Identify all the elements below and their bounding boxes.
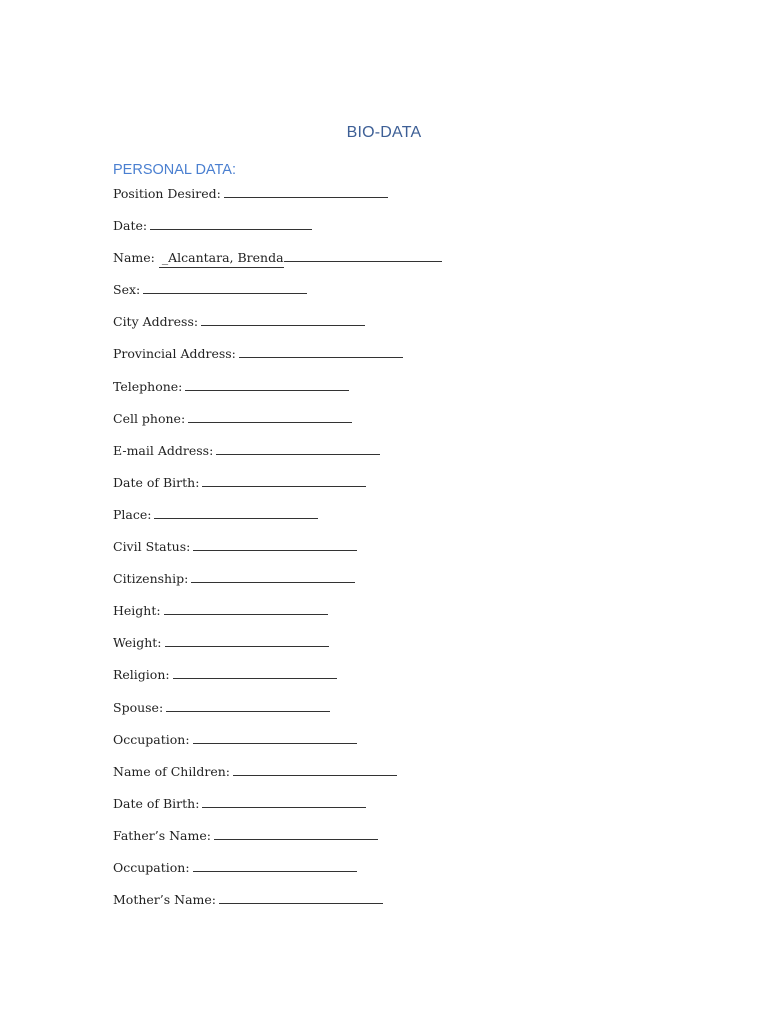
field-occupation (113, 731, 633, 763)
field-blank-line[interactable] (239, 346, 403, 358)
field-blank-line[interactable] (154, 507, 318, 519)
field-blank-line[interactable] (164, 603, 328, 615)
field-blank-line[interactable] (173, 667, 337, 679)
field-blank-line[interactable] (214, 828, 378, 840)
document-title: BIO-DATA (346, 124, 422, 141)
field-label: Sex: (113, 282, 141, 298)
field-date (113, 217, 633, 249)
field-height (113, 602, 633, 634)
field-blank-line[interactable] (216, 443, 380, 455)
field-date-of-birth (113, 474, 633, 506)
field-label: Name: (113, 250, 155, 266)
field-civil-status (113, 538, 633, 570)
field-provincial-address (113, 345, 633, 377)
field-blank-line[interactable] (219, 892, 383, 904)
field-blank-line[interactable] (202, 475, 366, 487)
field-blank-line[interactable] (185, 379, 349, 391)
field-weight (113, 634, 633, 666)
field-position-desired (113, 185, 633, 217)
field-label: Weight: (113, 635, 162, 651)
field-label: City Address: (113, 314, 199, 330)
field-blank-line[interactable] (201, 314, 365, 326)
field-label: Religion: (113, 667, 170, 683)
field-blank-line[interactable] (165, 635, 329, 647)
field-label: Name of Children: (113, 763, 230, 779)
field-label: Place: (113, 506, 152, 522)
field-blank-line[interactable] (143, 282, 307, 294)
field-blank-line[interactable] (224, 186, 388, 198)
field-place (113, 506, 633, 538)
field-religion (113, 666, 633, 698)
field-citizenship (113, 570, 633, 602)
field-blank-line[interactable] (202, 796, 366, 808)
field-blank-line[interactable] (193, 732, 357, 744)
field-spouse (113, 699, 633, 731)
field-blank-line[interactable] (193, 860, 357, 872)
field-label: E-mail Address: (113, 442, 214, 458)
field-label: Occupation: (113, 731, 190, 747)
field-label: Date of Birth: (113, 474, 200, 490)
field-label: Position Desired: (113, 186, 221, 201)
field-label: Citizenship: (113, 571, 189, 587)
field-city-address (113, 313, 633, 345)
field-father-occupation (113, 859, 633, 891)
personal-data-fields (113, 185, 633, 923)
field-blank-line[interactable] (188, 411, 352, 423)
field-value-name[interactable]: _Alcantara, Brenda (159, 249, 284, 268)
field-blank-line[interactable] (193, 539, 357, 551)
field-label: Date: (113, 218, 148, 234)
field-name-of-children (113, 763, 633, 795)
field-sex (113, 281, 633, 313)
field-cell-phone (113, 410, 633, 442)
field-email-address (113, 442, 633, 474)
field-label: Mother’s Name: (113, 892, 216, 908)
field-blank-line[interactable] (150, 218, 312, 230)
field-telephone (113, 378, 633, 410)
field-label: Civil Status: (113, 539, 191, 555)
field-label: Height: (113, 603, 161, 619)
field-label: Date of Birth: (113, 795, 200, 811)
field-blank-line[interactable] (166, 700, 330, 712)
field-fathers-name (113, 827, 633, 859)
field-label: Telephone: (113, 378, 183, 394)
field-mothers-name (113, 891, 633, 923)
field-blank-line[interactable] (233, 764, 397, 776)
field-label: Father’s Name: (113, 827, 211, 843)
field-label: Spouse: (113, 699, 164, 715)
field-blank-line[interactable] (284, 250, 442, 262)
field-blank-line[interactable] (191, 571, 355, 583)
field-label: Cell phone: (113, 410, 186, 426)
field-name (113, 249, 633, 281)
section-heading-personal-data: PERSONAL DATA: (113, 162, 237, 178)
field-label: Provincial Address: (113, 346, 236, 362)
field-label: Occupation: (113, 859, 190, 875)
field-date-of-birth-child (113, 795, 633, 827)
